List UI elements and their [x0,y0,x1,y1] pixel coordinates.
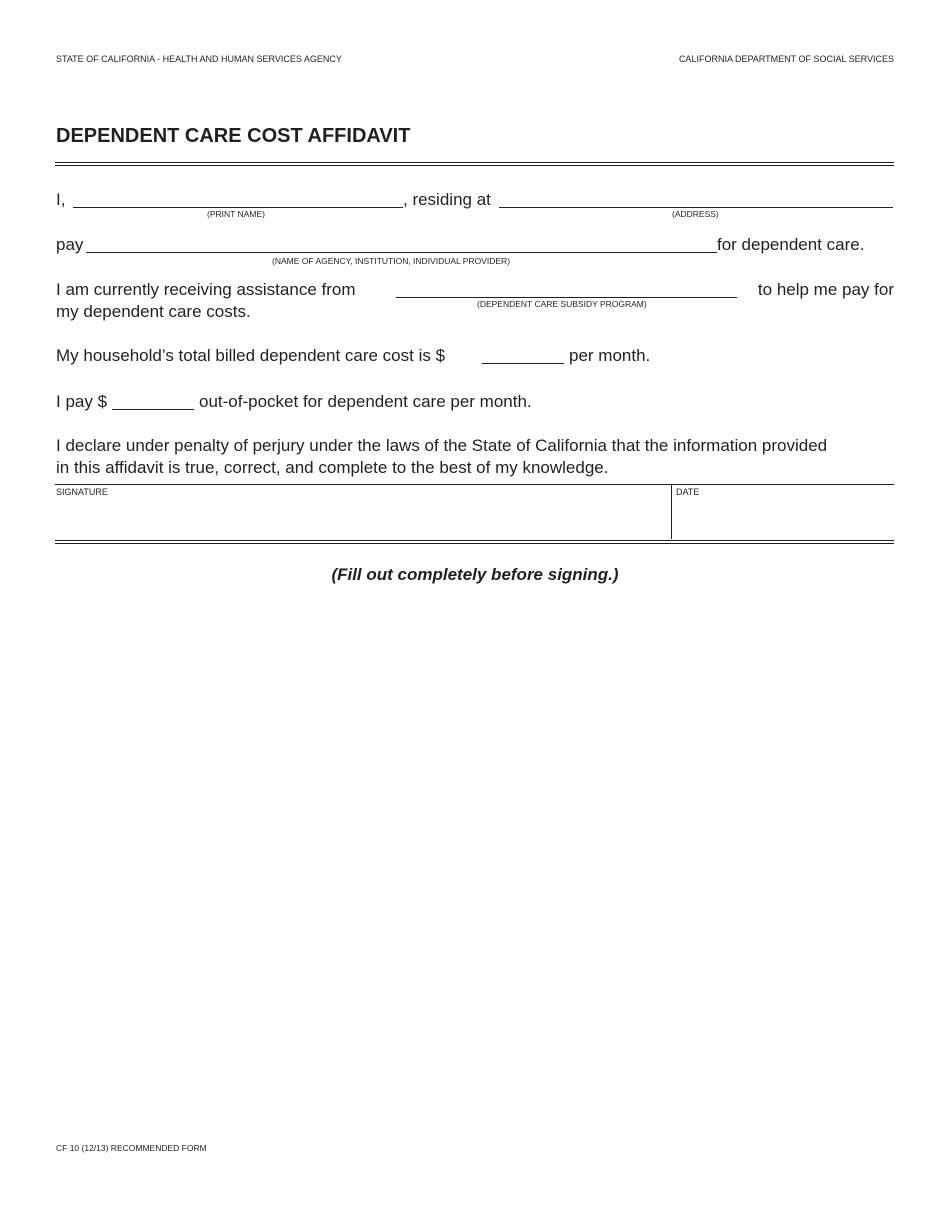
agency-header: STATE OF CALIFORNIA - HEALTH AND HUMAN SERVICES AGENCY [56,54,342,64]
department-header: CALIFORNIA DEPARTMENT OF SOCIAL SERVICES [678,54,894,64]
subsidy-program-field[interactable] [396,297,737,298]
line1-prefix: I, [56,190,66,209]
signature-box-bottom-rule-2 [55,543,894,544]
form-number-footer: CF 10 (12/13) RECOMMENDED FORM [56,1143,207,1153]
address-field[interactable] [499,207,893,208]
agency-label: (NAME OF AGENCY, INSTITUTION, INDIVIDUAL PROVIDER) [272,256,511,266]
out-of-pocket-field[interactable] [112,409,194,410]
line3-suffix: to help me pay for [757,280,894,299]
line5-prefix: I pay $ [56,392,108,411]
line2-prefix: pay [56,235,84,254]
line5-suffix: out-of-pocket for dependent care per month. [199,392,532,411]
form-title: DEPENDENT CARE COST AFFIDAVIT [56,125,411,147]
declaration-line-2: in this affidavit is true, correct, and complete to the best of my knowledge. [56,458,609,477]
address-label: (ADDRESS) [672,209,719,219]
line1-middle: , residing at [403,190,491,209]
line2-suffix: for dependent care. [717,235,865,254]
agency-field[interactable] [86,252,717,253]
line3-prefix: I am currently receiving assistance from [56,280,356,299]
date-field[interactable] [676,498,890,538]
title-rule-bottom [55,165,894,166]
fill-out-note: (Fill out completely before signing.) [331,565,619,584]
line3-continuation: my dependent care costs. [56,302,251,321]
signature-field[interactable] [56,498,668,538]
subsidy-program-label: (DEPENDENT CARE SUBSIDY PROGRAM) [477,299,647,309]
print-name-label: (PRINT NAME) [207,209,265,219]
title-rule-top [55,162,894,163]
date-label: DATE [676,487,700,497]
signature-box-bottom-rule-1 [55,540,894,541]
declaration-line-1: I declare under penalty of perjury under the laws of the State of California that the information provided [56,436,828,455]
signature-label: SIGNATURE [56,487,108,497]
print-name-field[interactable] [73,207,403,208]
signature-date-divider [671,485,672,539]
line4-prefix: My household’s total billed dependent care cost is $ [56,346,446,365]
signature-box-top-rule [55,484,894,485]
line4-suffix: per month. [569,346,651,365]
total-cost-field[interactable] [482,363,564,364]
